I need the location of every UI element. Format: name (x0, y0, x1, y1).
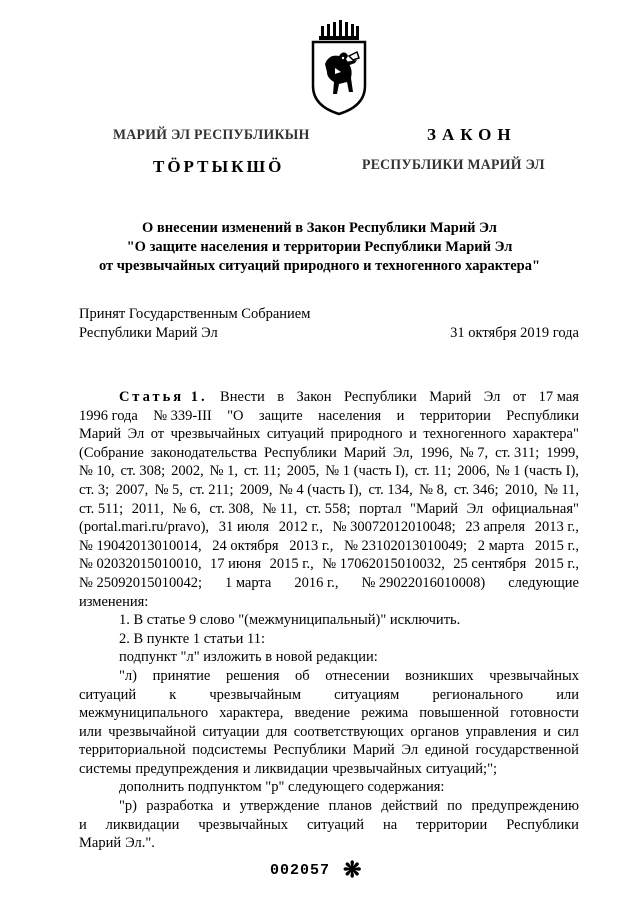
body-word: 31 июля (218, 519, 270, 536)
body-word: повышенной (419, 705, 500, 722)
body-line (79, 797, 579, 816)
body-word: ликвидации (105, 816, 180, 833)
body-word: 2002, (171, 463, 204, 480)
adoption-line: Принят Государственным Собранием (79, 306, 311, 322)
body-word: "р) (119, 798, 137, 815)
body-word: № 19042013010014, (79, 537, 202, 554)
body-word: 2005, (286, 463, 320, 480)
body-word: № 4 (часть I), (278, 481, 363, 498)
coat-of-arms-bear-icon (309, 20, 369, 116)
body-word: режима (361, 705, 409, 722)
body-word: планов (328, 798, 372, 815)
body-word: и (222, 798, 231, 815)
body-word: и (79, 816, 87, 833)
body-word: по (447, 798, 463, 815)
body-word: ситуаций (306, 816, 365, 833)
body-word: 2015 г., (534, 556, 579, 573)
body-word: и (543, 723, 552, 740)
body-word: ситуации (202, 723, 260, 740)
body-line (79, 574, 579, 593)
body-word: утверждение (239, 798, 320, 815)
body-word: территориальной (79, 742, 186, 759)
body-word: решения (225, 667, 280, 684)
body-word: разработка (146, 798, 214, 815)
body-word: от (150, 426, 165, 443)
body-word: 2015 г., (269, 556, 314, 573)
body-line (79, 760, 579, 779)
body-word: возникших (405, 667, 474, 684)
body-line (79, 593, 579, 612)
body-word: ст. 211; (189, 481, 234, 498)
body-word: защите (258, 407, 303, 424)
body-word: следующие (508, 574, 579, 591)
body-line: 1. В статье 9 слово "(межмуниципальный)" исключить. (119, 612, 461, 629)
body-word: чрезвычайным (209, 686, 302, 703)
body-word: ст. 346; (453, 481, 499, 498)
body-word: или (556, 686, 579, 703)
body-word: предупреждению (471, 798, 579, 815)
body-word: Республики (344, 389, 417, 405)
body-word: действий (381, 798, 438, 815)
body-word: ситуаций (266, 426, 324, 443)
body-word: 2012 г., (278, 519, 323, 536)
body-word: 2006, (457, 463, 490, 480)
body-word: изменения: (79, 593, 149, 610)
body-word: чрезвычайных (332, 760, 422, 777)
body-word: 1996, (420, 444, 453, 461)
body-word: регионального (432, 686, 524, 703)
body-line (79, 444, 579, 463)
body-word: 24 октября (212, 537, 279, 554)
body-line: подпункт "л" изложить в новой редакции: (119, 649, 378, 666)
header-left-subtitle: ТӦРТЫКШӦ (153, 157, 285, 176)
body-word: об (295, 667, 310, 684)
body-line (79, 834, 579, 853)
body-word: чрезвычайных (170, 426, 261, 443)
body-line (79, 462, 579, 481)
body-word: Марий (79, 835, 122, 852)
body-word: 2013 г., (534, 519, 579, 536)
body-word: к (169, 686, 177, 703)
body-word: (Собрание (79, 444, 144, 461)
law-title-line: "О защите населения и территории Республики Марий Эл (126, 239, 513, 255)
header-right-subtitle: РЕСПУБЛИКИ МАРИЙ ЭЛ (362, 157, 545, 173)
body-word: на (382, 816, 398, 833)
body-word: 23 апреля (465, 519, 526, 536)
body-word: принятие (152, 667, 211, 684)
body-word: 2007, (115, 481, 149, 498)
document-mark-icon: ❋ (343, 857, 362, 882)
body-word: Эл (127, 426, 145, 443)
body-word: № 1 (часть I), (325, 463, 409, 480)
body-word: ликвидации (254, 760, 329, 777)
body-word: № 7, (459, 444, 489, 461)
article-body (79, 388, 579, 853)
body-word: 2010, (504, 481, 538, 498)
body-word: 1 марта (224, 574, 272, 591)
body-word: № 6, (172, 500, 201, 517)
body-word: системы (79, 760, 132, 777)
body-line (79, 388, 579, 407)
body-word: "л) (119, 667, 137, 684)
body-word: Эл (401, 742, 419, 759)
body-word: ситуаций;"; (425, 760, 498, 777)
body-word: № 1 (часть I), (495, 463, 579, 480)
body-word: 17 июня (210, 556, 262, 573)
body-word: № 5, (154, 481, 183, 498)
body-word: 25 сентября (453, 556, 527, 573)
body-word: № 23102013010049; (344, 537, 468, 554)
body-word: от (512, 389, 527, 405)
body-word: единой (424, 742, 469, 759)
body-word: ст. 558; (305, 500, 351, 517)
body-word: ст. 3; (79, 481, 110, 498)
body-word: Республики (273, 742, 347, 759)
body-word: Эл, (392, 444, 414, 461)
body-word: техногенного (423, 426, 506, 443)
body-word: ст. 511; (79, 500, 124, 517)
body-line (79, 667, 579, 686)
body-line (79, 481, 579, 500)
body-word: Внести (220, 389, 265, 405)
body-word: № 02032015010010, (79, 556, 202, 573)
body-line (79, 816, 579, 835)
body-word: государственной (475, 742, 579, 759)
body-word: Республики (506, 407, 579, 424)
adoption-date: 31 октября 2019 года (450, 325, 579, 341)
body-line (79, 704, 579, 723)
body-word: Эл.". (125, 835, 155, 852)
body-word: подсистемы (192, 742, 267, 759)
body-word: "О (227, 407, 244, 424)
body-line (79, 537, 579, 556)
body-word: Закон (296, 389, 332, 405)
body-word: официальная" (491, 500, 579, 517)
body-word: № 8, (419, 481, 448, 498)
body-word: межмуниципального (79, 705, 209, 722)
body-word: 2013 г., (289, 537, 334, 554)
body-word: 1996 года (79, 407, 138, 424)
body-word: № 339-III (153, 407, 212, 424)
body-word: 2009, (239, 481, 273, 498)
body-word: для (265, 723, 288, 740)
body-word: Эл (466, 500, 484, 517)
body-word: "Марий (410, 500, 459, 517)
body-word: сил (557, 723, 579, 740)
body-word: территории (416, 816, 488, 833)
body-word: Марий (343, 444, 386, 461)
body-word: 2016 г., (294, 574, 339, 591)
header-left-title: МАРИЙ ЭЛ РЕСПУБЛИКЫН (113, 127, 310, 143)
header-right-title: ЗАКОН (427, 125, 517, 144)
body-word: характера" (512, 426, 579, 443)
article-label: Статья 1. (119, 389, 208, 405)
body-word: (portal.mari.ru/pravo), (79, 519, 210, 536)
body-word: чрезвычайных (198, 816, 289, 833)
body-word: ст. 308; (120, 463, 166, 480)
body-line: 2. В пункте 1 статьи 11: (119, 630, 266, 647)
body-word: Марий (352, 742, 395, 759)
body-word: портал (359, 500, 402, 517)
body-word: органов (410, 723, 460, 740)
body-line (79, 425, 579, 444)
body-word: предупреждения (135, 760, 239, 777)
law-title (0, 219, 639, 276)
body-word: чрезвычайной (108, 723, 196, 740)
body-word: № 17062015010032, (322, 556, 445, 573)
body-line (79, 518, 579, 537)
document-number: 002057 (270, 862, 331, 879)
body-word: № 30072012010048; (332, 519, 456, 536)
body-word: в (277, 389, 285, 405)
body-word: № 1, (209, 463, 238, 480)
body-line (79, 500, 579, 519)
body-word: ст. 134, (368, 481, 413, 498)
body-word: 1999, (546, 444, 579, 461)
body-word: Марий (79, 426, 122, 443)
body-word: населения (318, 407, 382, 424)
body-word: ситуациям (334, 686, 400, 703)
body-line (79, 723, 579, 742)
body-word: № 11, (543, 481, 579, 498)
body-line: дополнить подпунктом "р" следующего содержания: (119, 779, 445, 796)
body-word: соответствующих (293, 723, 404, 740)
body-word: 2 марта (477, 537, 525, 554)
body-word: ситуаций (79, 686, 137, 703)
body-word: характера, (219, 705, 284, 722)
body-word: ст. 11; (414, 463, 452, 480)
body-word: ст. 11; (243, 463, 281, 480)
body-word: законодательства (150, 444, 258, 461)
body-word: и (396, 407, 405, 424)
law-title-line: от чрезвычайных ситуаций природного и техногенного характера" (98, 258, 541, 274)
body-word: ст. 311; (495, 444, 540, 461)
body-word: 2015 г., (534, 537, 579, 554)
body-word: 2011, (131, 500, 164, 517)
body-word: готовности (510, 705, 579, 722)
body-word: ст. 308, (209, 500, 254, 517)
body-word: территории (419, 407, 491, 424)
body-line (79, 407, 579, 426)
adoption-row (79, 324, 579, 343)
law-title-line: О внесении изменений в Закон Республики Марий Эл (142, 220, 497, 236)
body-word: № 29022016010008) (361, 574, 486, 591)
body-word: введение (294, 705, 351, 722)
body-word: Марий (429, 389, 472, 405)
body-word: отнесении (325, 667, 390, 684)
adoption-block (79, 305, 579, 343)
body-word: управления (465, 723, 537, 740)
body-word: Эл (483, 389, 501, 405)
body-word: Республики (506, 816, 579, 833)
body-word: природного (330, 426, 403, 443)
body-line (79, 686, 579, 705)
body-word: 17 мая (538, 389, 579, 405)
adoption-body: Республики Марий Эл (79, 325, 218, 341)
body-word: чрезвычайных (489, 667, 579, 684)
body-word: и (242, 760, 251, 777)
body-word: № 25092015010042; (79, 574, 202, 591)
body-word: или (79, 723, 102, 740)
body-word: Республики (264, 444, 337, 461)
body-word: № 11, (262, 500, 298, 517)
body-line (79, 741, 579, 760)
body-word: и (409, 426, 417, 443)
body-word: № 10, (79, 463, 115, 480)
body-line (79, 555, 579, 574)
